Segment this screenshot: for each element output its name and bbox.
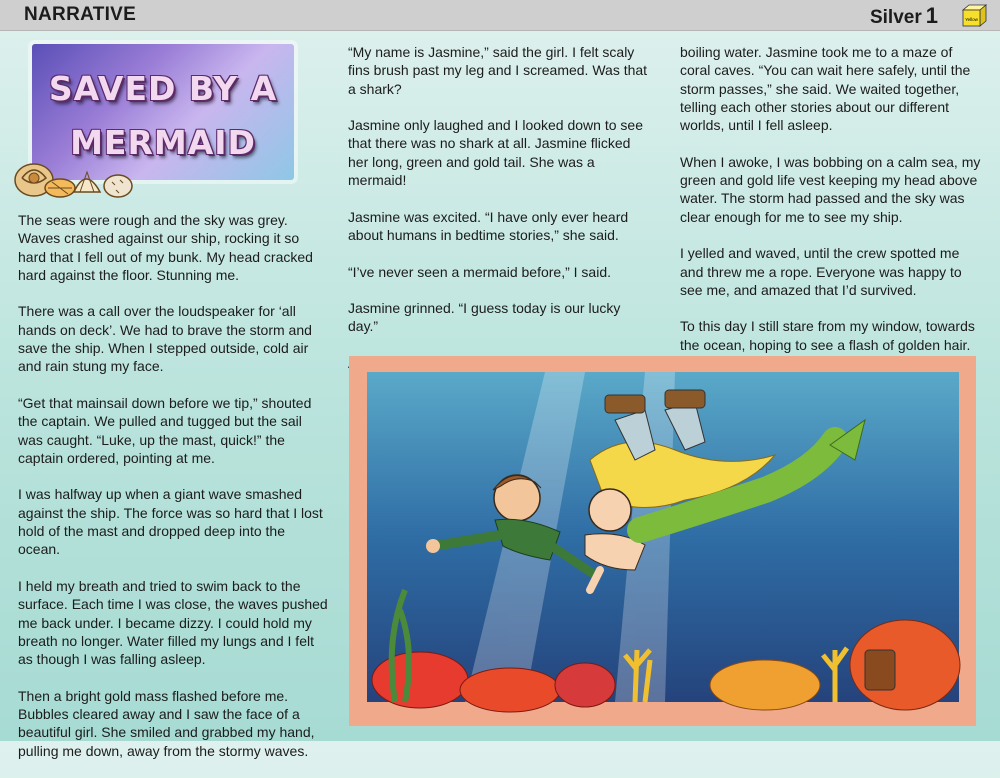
paragraph: Jasmine only laughed and I looked down to see that there was no shark at all. Jasmine flicked her long, green and gold tail. She was a mermaid! xyxy=(348,117,643,189)
underwater-illustration xyxy=(345,350,980,732)
level-number: 1 xyxy=(925,3,938,28)
story-column-1 xyxy=(18,211,328,778)
story-column-3 xyxy=(680,43,985,372)
paragraph: The seas were rough and the sky was grey. Waves crashed against our ship, rocking it so hard that I fell out of my bunk. My head cracked hard against the floor. Stunning me. xyxy=(18,212,313,283)
story-title-line1: SAVED BY A xyxy=(48,69,278,108)
paragraph: “Get that mainsail down before we tip,” shouted the captain. We pulled and tugged but the sail was caught. “Luke, up the mast, quick!” the captain ordered, pointing at me. xyxy=(18,394,312,466)
page-header xyxy=(0,0,1000,31)
paragraph: I held my breath and tried to swim back to the surface. Each time I was close, the waves pushed me back under. I became dizzy. I could hold my breath no longer. Water filled my lungs and I felt as though I was falling asleep. xyxy=(18,577,328,668)
paragraph: “I’ve never seen a mermaid before,” I said. xyxy=(348,263,612,280)
genre-label: NARRATIVE xyxy=(24,4,137,25)
treasure-chest xyxy=(865,650,895,690)
seashells-illustration xyxy=(8,148,138,203)
yellow-box-icon xyxy=(960,3,988,28)
story-column-2 xyxy=(348,43,653,391)
story-title-line2: MERMAID xyxy=(70,123,256,162)
paragraph: boiling water. Jasmine took me to a maze of coral caves. “You can wait here safely, until the storm passes,” she said. We waited together, telling each other stories about our different worlds, until I fell asleep. xyxy=(680,44,971,134)
paragraph: Jasmine grinned. “I guess today is our lucky day.” xyxy=(348,300,621,335)
paragraph: “My name is Jasmine,” said the girl. I felt scaly fins brush past my leg and I screamed. Was that a shark? xyxy=(348,44,648,97)
paragraph: To this day I still stare from my window, towards the ocean, hoping to see a flash of golden hair. xyxy=(680,318,975,353)
level-name: Silver xyxy=(869,7,922,28)
paragraph: I was halfway up when a giant wave smashed against the ship. The force was so hard that I lost hold of the mast and dropped deep into the ocean. xyxy=(18,486,323,558)
paragraph: Jasmine was excited. “I have only ever heard about humans in bedtime stories,” she said. xyxy=(348,208,629,243)
paragraph: When I awoke, I was bobbing on a calm sea, my green and gold life vest keeping my head above water. The storm had passed and the sky was clear enough for me to see my ship. xyxy=(680,153,981,225)
paragraph: I yelled and waved, until the crew spotted me and threw me a rope. Everyone was happy to see me, and amazed that I’d survived. xyxy=(680,245,962,298)
paragraph: Then a bright gold mass flashed before me. Bubbles cleared away and I saw the face of a beautiful girl. She smiled and grabbed my hand, pulling me down, away from the stormy waves. xyxy=(18,687,315,759)
box-label: Yellow xyxy=(965,17,978,22)
paragraph: There was a call over the loudspeaker for ‘all hands on deck’. We had to brave the storm and save the ship. When I stepped outside, cold air and rain stung my face. xyxy=(18,303,312,375)
level-indicator xyxy=(870,3,938,29)
